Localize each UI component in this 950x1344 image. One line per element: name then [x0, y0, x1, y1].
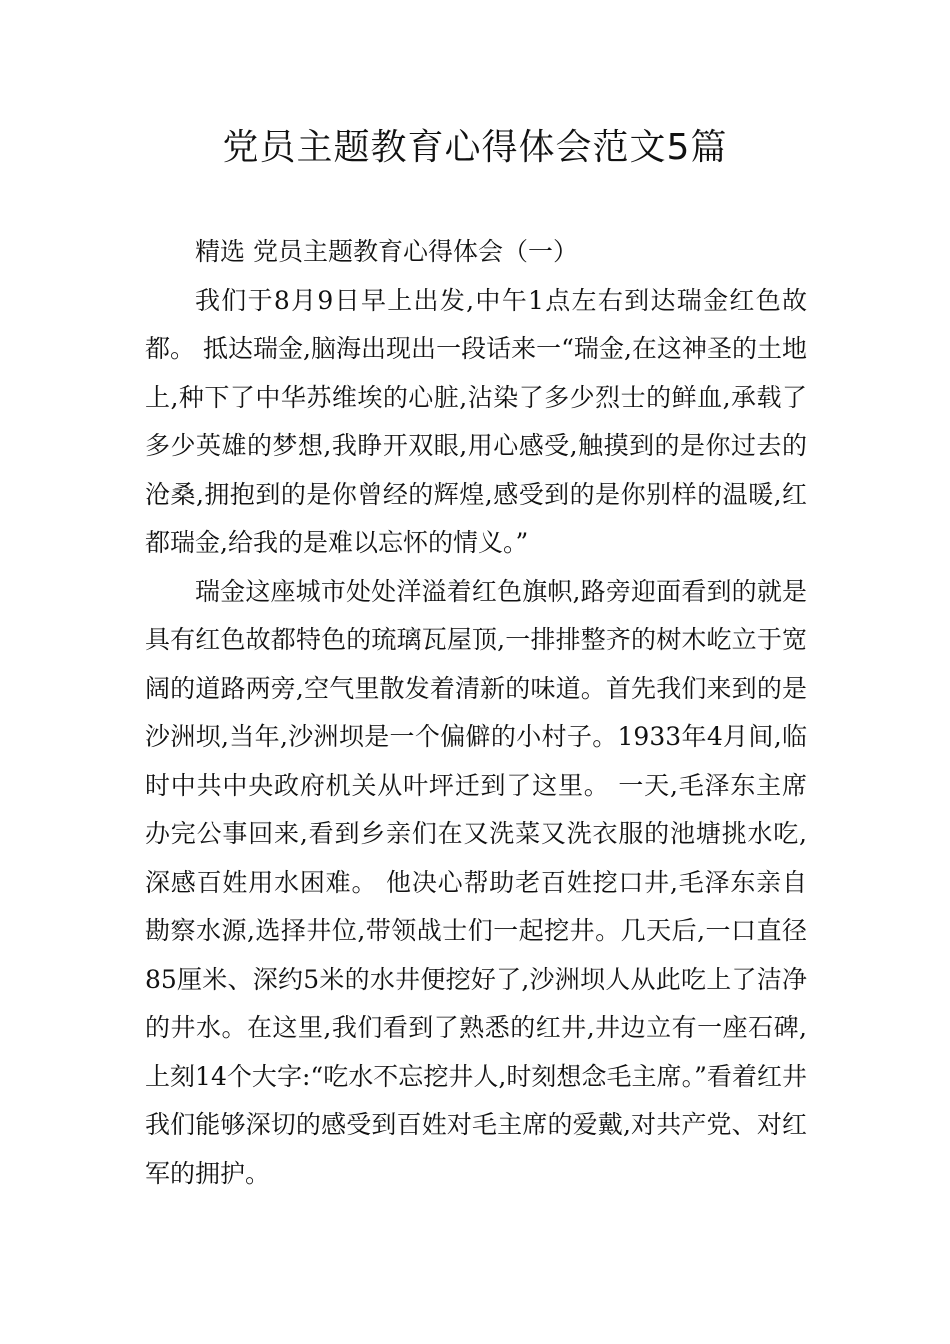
document-title: 党员主题教育心得体会范文5篇 [222, 127, 728, 168]
paragraph: 我们于8月9日早上出发,中午1点左右到达瑞金红色故都。 抵达瑞金,脑海出现出一段话来一“瑞金,在这神圣的土地上,种下了中华苏维埃的心脏,沾染了多少烈士的鲜血,承载了多少英雄的梦想,我睁开双眼,用心感受,触摸到的是你过去的沧桑,拥抱到的是你曾经的辉煌,感受到的是你别样的温暖,红都瑞金,给我的是难以忘怀的情义。” [145, 285, 807, 557]
paragraph: 瑞金这座城市处处洋溢着红色旗帜,路旁迎面看到的就是具有红色故都特色的琉璃瓦屋顶,一排排整齐的树木屹立于宽阔的道路两旁,空气里散发着清新的味道。首先我们来到的是沙洲坝,当年,沙洲坝是一个偏僻的小村子。1933年4月间,临时中共中央政府机关从叶坪迁到了这里。 一天,毛泽东主席办完公事回来,看到乡亲们在又洗菜又洗衣服的池塘挑水吃,深感百姓用水困难。 他决心帮助老百姓挖口井,毛泽东亲自勘察水源,选择井位,带领战士们一起挖井。几天后,一口直径85厘米、深约5米的水井便挖好了,沙洲坝人从此吃上了洁净的井水。在这里,我们看到了熟悉的红井,井边立有一座石碑,上刻14个大字:“吃水不忘挖井人,时刻想念毛主席。”看着红井我们能够深切的感受到百姓对毛主席的爱戴,对共产党、对红军的拥护。 [145, 576, 807, 1188]
section-heading: 精选 党员主题教育心得体会（一） [195, 237, 578, 266]
document-body [145, 228, 807, 1198]
